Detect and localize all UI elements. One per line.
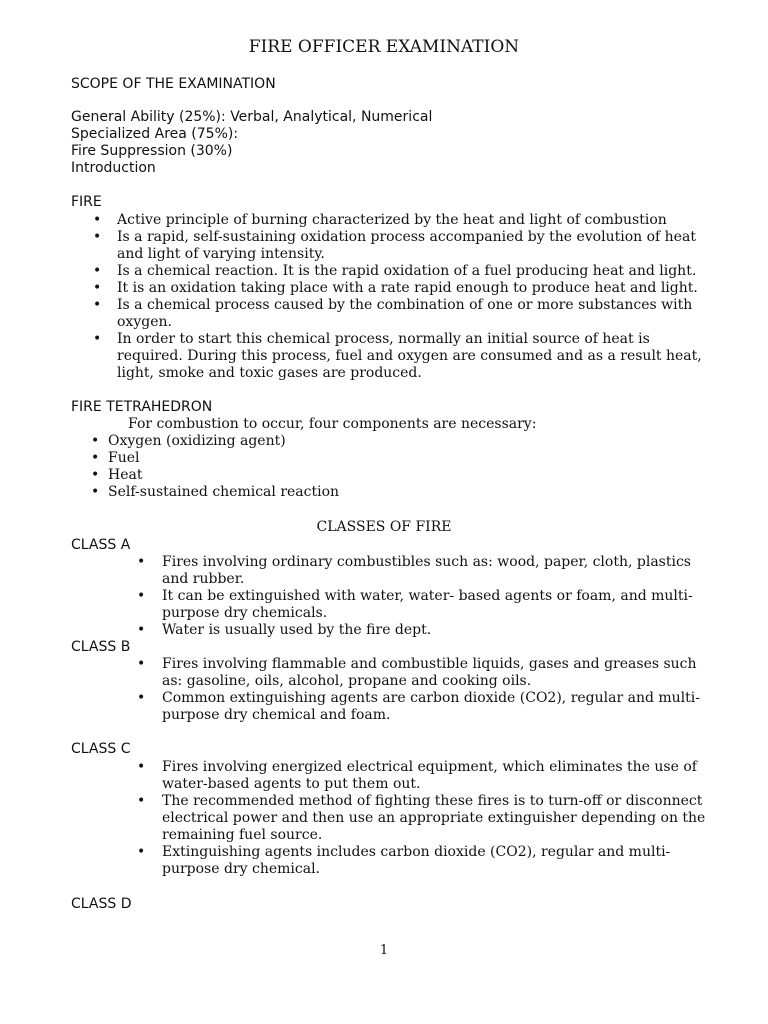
list-item xyxy=(71,622,711,639)
scope-line-introduction: Introduction xyxy=(71,160,156,176)
tetrahedron-heading: FIRE TETRAHEDRON xyxy=(71,399,213,415)
list-item xyxy=(71,554,711,588)
list-item xyxy=(71,588,711,622)
bullet-icon: • xyxy=(91,450,100,466)
list-item-text: Oxygen (oxidizing agent) xyxy=(108,433,286,449)
list-item xyxy=(71,467,711,484)
classes-heading: CLASSES OF FIRE xyxy=(316,519,452,535)
bullet-icon: • xyxy=(137,656,146,672)
list-item xyxy=(71,212,711,229)
class-a-bullet-list xyxy=(71,554,711,639)
list-item xyxy=(71,297,711,331)
list-item-text: Active principle of burning characterized by the heat and light of combustion xyxy=(117,212,667,228)
scope-line-specialized-area: Specialized Area (75%): xyxy=(71,126,239,142)
list-item xyxy=(71,450,711,467)
bullet-icon: • xyxy=(93,229,102,245)
list-item xyxy=(71,484,711,501)
list-item xyxy=(71,844,711,878)
tetrahedron-intro: For combustion to occur, four components are necessary: xyxy=(128,416,537,432)
list-item-text: It is an oxidation taking place with a rate rapid enough to produce heat and light. xyxy=(117,280,698,296)
bullet-icon: • xyxy=(137,622,146,638)
list-item xyxy=(71,759,711,793)
list-item xyxy=(71,263,711,280)
list-item-text: Self-sustained chemical reaction xyxy=(108,484,340,500)
bullet-icon: • xyxy=(137,588,146,604)
list-item xyxy=(71,793,711,844)
list-item-text: The recommended method of fighting these fires is to turn-off or disconnect electrical power and then use an appropriate extinguisher depending on the remaining fuel source. xyxy=(162,793,706,843)
scope-line-general-ability: General Ability (25%): Verbal, Analytical, Numerical xyxy=(71,109,433,125)
bullet-icon: • xyxy=(137,759,146,775)
list-item-text: Water is usually used by the fire dept. xyxy=(162,622,432,638)
class-b-heading: CLASS B xyxy=(71,639,131,655)
class-c-heading: CLASS C xyxy=(71,741,131,757)
list-item-text: Is a rapid, self-sustaining oxidation process accompanied by the evolution of heat and light of varying intensity. xyxy=(117,229,696,262)
list-item-text: Fires involving flammable and combustible liquids, gases and greases such as: gasoline, oils, alcohol, propane and cooking oils. xyxy=(162,656,697,689)
fire-bullet-list xyxy=(71,212,711,382)
bullet-icon: • xyxy=(93,280,102,296)
bullet-icon: • xyxy=(93,297,102,313)
list-item-text: Extinguishing agents includes carbon dioxide (CO2), regular and multi-purpose dry chemical. xyxy=(162,844,671,877)
document-title: FIRE OFFICER EXAMINATION xyxy=(248,37,520,57)
bullet-icon: • xyxy=(137,793,146,809)
bullet-icon: • xyxy=(93,263,102,279)
list-item-text: In order to start this chemical process, normally an initial source of heat is required. During this process, fuel and oxygen are consumed and as a result heat, light, smoke and toxic gases are produced. xyxy=(117,331,702,381)
list-item xyxy=(71,229,711,263)
fire-heading: FIRE xyxy=(71,194,102,210)
bullet-icon: • xyxy=(93,331,102,347)
scope-heading: SCOPE OF THE EXAMINATION xyxy=(71,76,276,92)
list-item xyxy=(71,280,711,297)
list-item-text: Heat xyxy=(108,467,143,483)
list-item xyxy=(71,433,711,450)
list-item-text: Common extinguishing agents are carbon dioxide (CO2), regular and multi-purpose dry chemical and foam. xyxy=(162,690,700,723)
bullet-icon: • xyxy=(91,433,100,449)
class-c-bullet-list xyxy=(71,759,711,878)
bullet-icon: • xyxy=(93,212,102,228)
bullet-icon: • xyxy=(137,844,146,860)
class-b-bullet-list xyxy=(71,656,711,724)
bullet-icon: • xyxy=(91,484,100,500)
tetrahedron-bullet-list xyxy=(71,433,711,501)
list-item xyxy=(71,690,711,724)
list-item xyxy=(71,331,711,382)
bullet-icon: • xyxy=(137,554,146,570)
bullet-icon: • xyxy=(137,690,146,706)
scope-line-fire-suppression: Fire Suppression (30%) xyxy=(71,143,233,159)
page-number: 1 xyxy=(379,943,389,958)
list-item-text: It can be extinguished with water, water- based agents or foam, and multi-purpose dry chemicals. xyxy=(162,588,693,621)
list-item-text: Fires involving ordinary combustibles such as: wood, paper, cloth, plastics and rubber. xyxy=(162,554,691,587)
bullet-icon: • xyxy=(91,467,100,483)
list-item-text: Is a chemical process caused by the combination of one or more substances with oxygen. xyxy=(117,297,693,330)
list-item xyxy=(71,656,711,690)
class-a-heading: CLASS A xyxy=(71,537,131,553)
list-item-text: Is a chemical reaction. It is the rapid oxidation of a fuel producing heat and light. xyxy=(117,263,697,279)
class-d-heading: CLASS D xyxy=(71,896,132,912)
list-item-text: Fuel xyxy=(108,450,140,466)
list-item-text: Fires involving energized electrical equipment, which eliminates the use of water-based agents to put them out. xyxy=(162,759,697,792)
